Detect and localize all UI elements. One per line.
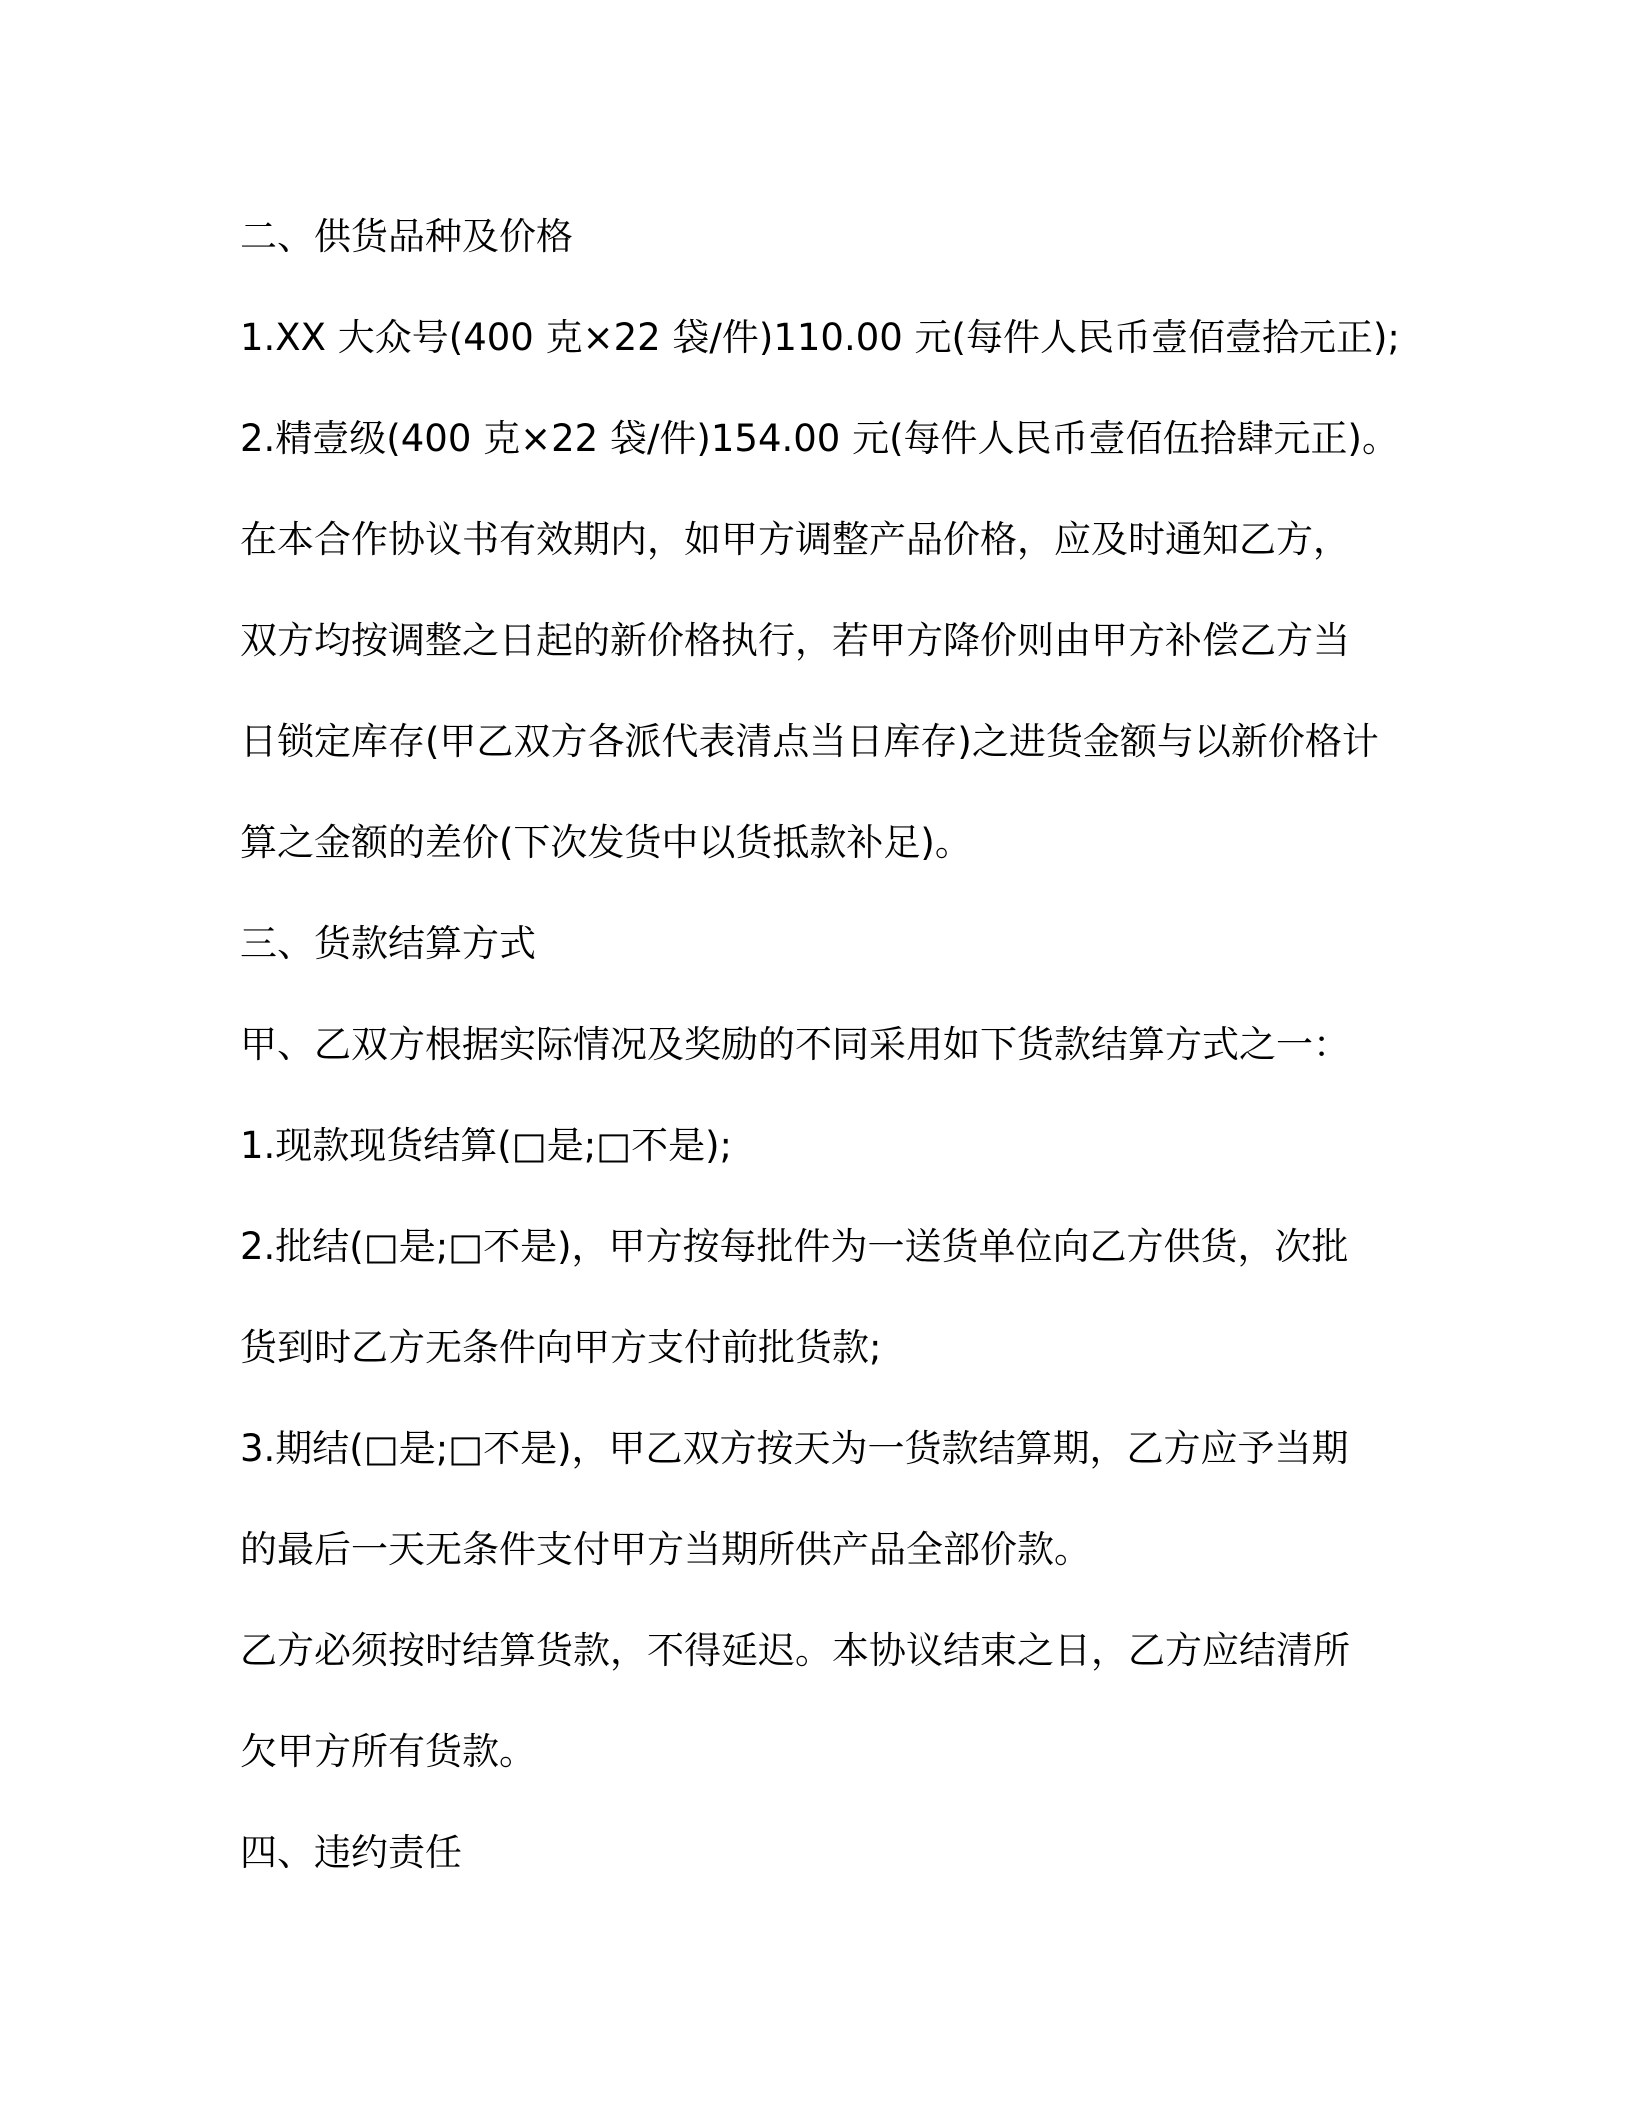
paragraph-line: 1.现款现货结算(□是;□不是); — [240, 1124, 733, 1167]
paragraph-line: 乙方必须按时结算货款，不得延迟。本协议结束之日，乙方应结清所 — [240, 1629, 1350, 1672]
paragraph-line: 1.XX 大众号(400 克×22 袋/件)110.00 元(每件人民币壹佰壹拾元正); — [240, 316, 1400, 359]
section-heading-breach-liability: 四、违约责任 — [240, 1831, 462, 1874]
paragraph-line: 算之金额的差价(下次发货中以货抵款补足)。 — [240, 821, 972, 864]
paragraph-line: 在本合作协议书有效期内，如甲方调整产品价格，应及时通知乙方， — [240, 518, 1350, 561]
paragraph-line: 货到时乙方无条件向甲方支付前批货款; — [240, 1326, 882, 1369]
paragraph-line: 欠甲方所有货款。 — [240, 1730, 536, 1773]
paragraph-line: 3.期结(□是;□不是)，甲乙双方按天为一货款结算期，乙方应予当期 — [240, 1427, 1349, 1470]
document-body — [240, 186, 1400, 1903]
paragraph-line: 双方均按调整之日起的新价格执行，若甲方降价则由甲方补偿乙方当 — [240, 619, 1350, 662]
paragraph-line: 2.批结(□是;□不是)，甲方按每批件为一送货单位向乙方供货，次批 — [240, 1225, 1349, 1268]
paragraph-line: 2.精壹级(400 克×22 袋/件)154.00 元(每件人民币壹佰伍拾肆元正)。 — [240, 417, 1399, 460]
paragraph-line: 日锁定库存(甲乙双方各派代表清点当日库存)之进货金额与以新价格计 — [240, 720, 1379, 763]
section-heading-supply-varieties: 二、供货品种及价格 — [240, 215, 573, 258]
section-heading-payment-settlement: 三、货款结算方式 — [240, 922, 536, 965]
paragraph-line: 甲、乙双方根据实际情况及奖励的不同采用如下货款结算方式之一： — [240, 1023, 1350, 1066]
paragraph-line: 的最后一天无条件支付甲方当期所供产品全部价款。 — [240, 1528, 1091, 1571]
